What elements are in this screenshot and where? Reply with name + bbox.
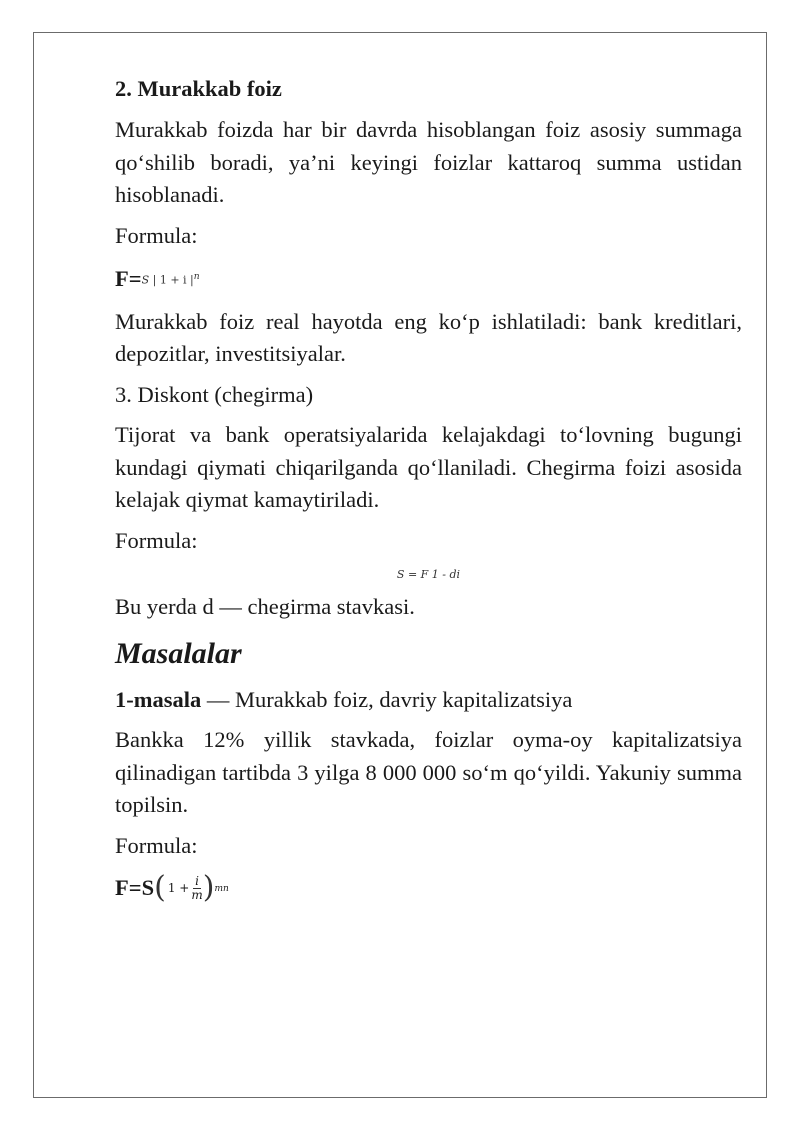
problem-1-text: Bankka 12% yillik stavkada, foizlar oyma-oy kapitalizatsiya qilinadigan tartibda 3 yilga 8 000 000 so‘m qo‘yildi. Yakuniy summa topilsin. [115,727,742,818]
paragraph-discount: Tijorat va bank operatsiyalarida kelajakdagi to‘lovning bugungi kundagi qiymati chiqarilganda qo‘llaniladi. Chegirma foizi asosida kelajak qiymat kamaytiriladi. [115,422,742,513]
formula-label: Formula: [115,527,198,553]
discount-note: Bu yerda d — chegirma stavkasi. [115,594,415,620]
paragraph-compound-usage: Murakkab foiz real hayotda eng ko‘p ishlatiladi: bank kreditlari, depozitlar, investitsiyalar. [115,308,742,367]
formula-prefix: F=S [115,875,155,901]
formula-fraction: $\frac{i}{m}$ [191,873,203,902]
problem-1-heading: 1-masala — Murakkab foiz, davriy kapitalizatsiya [115,686,573,712]
formula-prefix: F= [115,265,142,291]
formula-label: Formula: [115,832,198,858]
document-body [115,72,742,906]
problems-title: Masalalar [115,636,242,670]
formula-compound-interest [115,260,742,298]
section-heading-compound-interest: 2. Murakkab foiz [115,76,282,101]
formula-periodic-compound: F=S ( 1 + $\frac{i}{m}$ ) mn [115,870,229,906]
formula-expression: S | 1 + i $|^n$ [141,271,200,287]
formula-label: Formula: [115,222,198,248]
paragraph-compound-interest: Murakkab foizda har bir davrda hisoblangan foiz asosiy summaga qo‘shilib boradi, ya’ni keyingi foizlar kattaroq summa ustidan hisoblanadi. [115,117,742,207]
section-heading-discount: 3. Diskont (chegirma) [115,381,314,407]
formula-discount: S = F 1 - di [396,568,461,582]
